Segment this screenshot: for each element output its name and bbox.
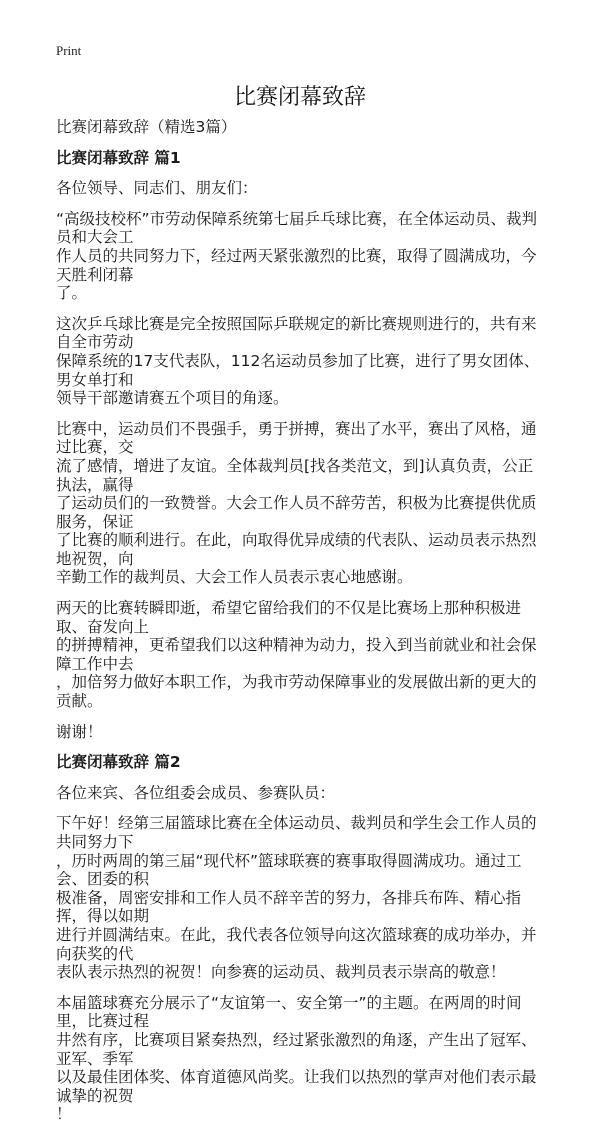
paragraph [56,723,544,742]
paragraph-line: ，加倍努力做好本职工作，为我市劳动保障事业的发展做出新的更大的贡献。 [56,673,537,711]
paragraph-line: 下午好！经第三届篮球比赛在全体运动员、裁判员和学生会工作人员的共同努力下 [56,814,537,851]
paragraph-line: 这次乒乓球比赛是完全按照国际乒联规定的新比赛规则进行的，共有来自全市劳动 [56,314,537,352]
section-heading: 比赛闭幕致辞 篇2 [56,753,181,772]
paragraph-line: 两天的比赛转瞬即逝，希望它留给我们的不仅是比赛场上那种积极进取、奋发向上 [56,599,522,636]
paragraph-line: 极准备，周密安排和工作人员不辞辛苦的努力，各排兵布阵、精心指挥，得以如期 [56,888,522,926]
paragraph-line: “高级技校杯”市劳动保障系统第七届乒乓球比赛，在全体运动员、裁判员和大会工 [56,209,538,247]
paragraph-line: 了运动员们的一致赞誉。大会工作人员不辞劳苦，积极为比赛提供优质服务，保证 [56,494,537,531]
paragraph-line: 了比赛的顺利进行。在此，向取得优异成绩的代表队、运动员表示热烈地祝贺，向 [56,531,537,568]
paragraph [56,315,544,408]
paragraph [56,814,544,981]
document-body [56,118,544,1136]
paragraph-line: 谢谢！ [56,722,103,741]
section-heading: 比赛闭幕致辞 篇1 [56,148,181,167]
paragraph-line: 比赛中，运动员们不畏强手，勇于拼搏，赛出了水平，赛出了风格，通过比赛，交 [56,419,537,457]
paragraph-line: 以及最佳团体奖、体育道德风尚奖。让我们以热烈的掌声对他们表示最诚挚的祝贺 [56,1068,537,1105]
paragraph [56,420,544,587]
paragraph-line: 各位领导、同志们、朋友们： [56,179,258,198]
paragraph-line: 领导干部邀请赛五个项目的角逐。 [56,389,289,408]
paragraph-line: ！ [56,1105,72,1124]
paragraph-line: 表队表示热烈的祝贺！向参赛的运动员、裁判员表示崇高的敬意！ [56,963,506,982]
paragraph-line: 的拼搏精神，更希望我们以这种精神为动力，投入到当前就业和社会保障工作中去 [56,636,537,673]
section-1 [56,149,544,742]
paragraph [56,179,544,198]
page-title: 比赛闭幕致辞 [233,85,366,110]
paragraph [56,784,544,803]
paragraph-line: 本届篮球赛充分展示了“友谊第一、安全第一”的主题。在两周的时间里，比赛过程 [56,993,522,1031]
paragraph [56,210,544,303]
print-link[interactable]: Print [56,43,82,58]
paragraph-line: 了。 [56,284,88,303]
paragraph-line: 流了感情，增进了友谊。全体裁判员[找各类范文，到]认真负责，公正执法，赢得 [56,456,534,494]
sections [56,149,544,1124]
paragraph-line: 各位来宾、各位组委会成员、参赛队员： [56,783,336,802]
paragraph-line: 保障系统的17支代表队，112名运动员参加了比赛，进行了男女团体、男女单打和 [56,351,540,389]
paragraph-line: 进行并圆满结束。在此，我代表各位领导向这次篮球赛的成功举办，并向获奖的代 [56,925,537,963]
paragraph [56,994,544,1124]
paragraph-line: ，历时两周的第三届“现代杯”篮球联赛的赛事取得圆满成功。通过工会、团委的积 [56,851,522,889]
document-subtitle: 比赛闭幕致辞（精选3篇） [56,118,237,136]
paragraph-line: 井然有序，比赛项目紧奏热烈，经过紧张激烈的角逐，产生出了冠军、亚军、季军 [56,1030,537,1068]
section-2 [56,753,544,1124]
paragraph-line: 作人员的共同努力下，经过两天紧张激烈的比赛，取得了圆满成功，今天胜利闭幕 [56,246,537,284]
paragraph [56,599,544,711]
paragraph-line: 辛勤工作的裁判员、大会工作人员表示衷心地感谢。 [56,568,413,587]
